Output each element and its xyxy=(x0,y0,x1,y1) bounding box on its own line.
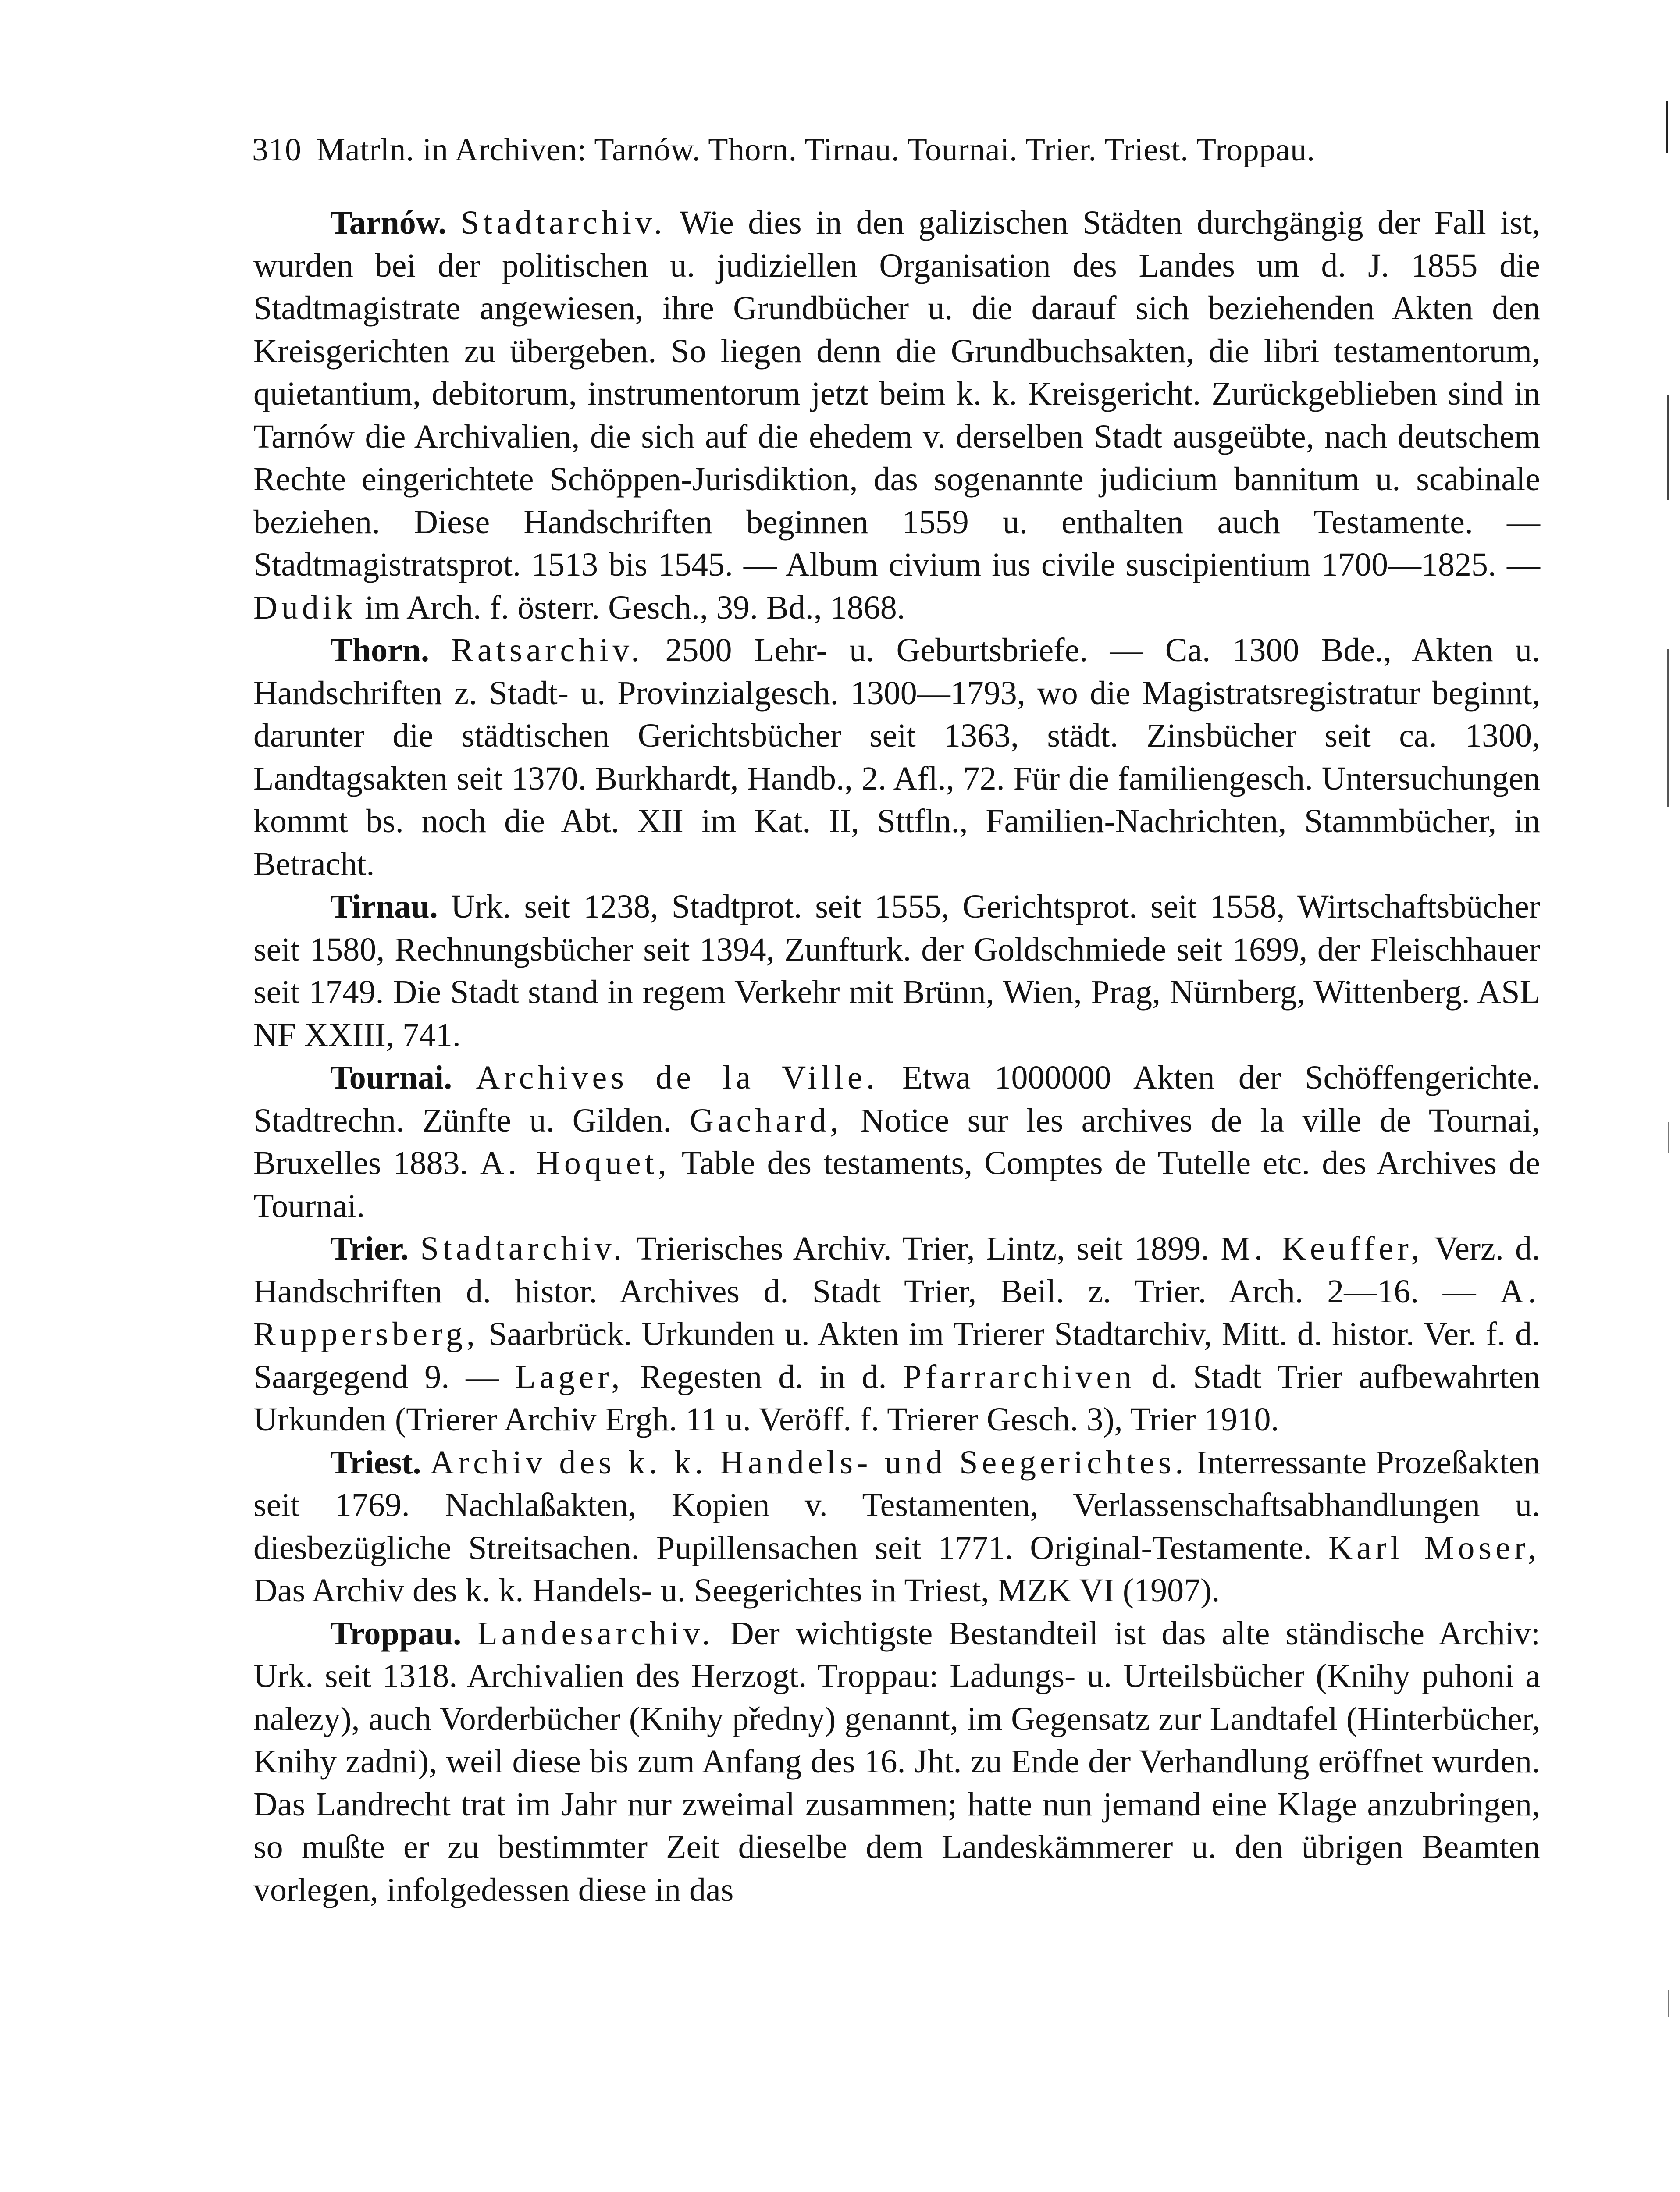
author-name: Karl Moser, xyxy=(1328,1529,1540,1566)
place-heading: Tournai. xyxy=(330,1059,452,1096)
entry-text: Etwa 1000000 Akten der Schöffengerichte. Stadtrechn. Zünfte u. Gilden. xyxy=(253,1059,1541,1139)
author-name: A. Ruppersberg, xyxy=(253,1273,1541,1352)
place-heading: Triest. xyxy=(330,1444,421,1481)
scan-edge-line xyxy=(1668,1122,1669,1153)
archive-name: Stadtarchiv. xyxy=(420,1230,626,1267)
entry-text: Verz. d. Handschriften d. histor. Archives d. Stadt Trier, Beil. z. Trier. Arch. 2—16. — xyxy=(253,1230,1541,1310)
archive-name: Stadtarchiv. xyxy=(460,204,666,241)
place-heading: Tirnau. xyxy=(330,888,438,925)
entry-tarnow xyxy=(253,202,1540,629)
entry-text: Wie dies in den galizischen Städten durchgängig der Fall ist, wurden bei der politischen u. judiziellen Organisation des Landes um d. J. 1855 die Stadtmagistrate angewiesen, ihre Grundbücher u. die darauf sich beziehenden Akten den Kreisgerichten zu übergeben. So liegen denn die Grundbuchsakten, die libri testamentorum, quietantium, debitorum, instrumentorum jetzt beim k. k. Kreisgericht. Zurückgeblieben sind in Tarnów die Archivalien, die sich auf die ehedem v. derselben Stadt ausgeübte, nach deutschem Rechte eingerichtete Schöppen-Jurisdiktion, das sogenannte judicium bannitum u. scabinale beziehen. Diese Handschriften beginnen 1559 u. enthalten auch Testamente. — Stadtmagistratsprot. 1513 bis 1545. — Album civium ius civile suscipientium 1700—1825. — xyxy=(253,204,1541,583)
body-text xyxy=(253,202,1540,1911)
author-name: Dudik xyxy=(253,589,356,626)
entry-text: Table des testaments, Comptes de Tutelle etc. des Archives de Tournai. xyxy=(253,1145,1540,1224)
archive-name: Archiv des k. k. Handels- und Seegerichtes. xyxy=(430,1444,1188,1481)
author-name: Gachard, xyxy=(689,1102,843,1139)
entry-tournai xyxy=(253,1057,1540,1228)
entry-text: Das Archiv des k. k. Handels- u. Seegerichtes in Triest, MZK VI (1907). xyxy=(253,1572,1220,1609)
entry-text: Notice sur les archives de la ville de Tournai, Bruxelles 1883. xyxy=(253,1102,1541,1181)
entry-troppau xyxy=(253,1612,1540,1912)
place-heading: Thorn. xyxy=(330,632,429,669)
scan-edge-line xyxy=(1667,649,1669,807)
scan-edge-line xyxy=(1668,1990,1669,2017)
archive-name: Archives de la Ville. xyxy=(476,1059,879,1096)
scan-edge-line xyxy=(1667,395,1669,500)
entry-text: im Arch. f. österr. Gesch., 39. Bd., 1868. xyxy=(365,589,905,626)
entry-text: Regesten d. in d. xyxy=(640,1358,887,1395)
archive-name: Ratsarchiv. xyxy=(451,632,644,669)
entry-text: Urk. seit 1238, Stadtprot. seit 1555, Gerichtsprot. seit 1558, Wirtschaftsbücher seit 1580, Rechnungsbücher seit 1394, Zunfturk. der Goldschmiede seit 1699, der Fleischhauer seit 1749. Die Stadt stand in regem Verkehr mit Brünn, Wien, Prag, Nürnberg, Wittenberg. ASL NF XXIII, 741. xyxy=(253,888,1540,1053)
place-heading: Trier. xyxy=(330,1230,409,1267)
entry-text: 2500 Lehr- u. Geburtsbriefe. — Ca. 1300 Bde., Akten u. Handschriften z. Stadt- u. Provinzialgesch. 1300—1793, wo die Magistratsregistratur beginnt, darunter die städtischen Gerichtsbücher seit 1363, städt. Zinsbücher seit ca. 1300, Landtagsakten seit 1370. Burkhardt, Handb., 2. Afl., 72. Für die familiengesch. Untersuchungen kommt bs. noch die Abt. XII im Kat. II, Sttfln., Familien-Nachrichten, Stammbücher, in Betracht. xyxy=(253,632,1541,882)
author-name: Lager, xyxy=(515,1358,624,1395)
place-heading: Tarnów. xyxy=(330,204,447,241)
entry-trier xyxy=(253,1228,1540,1441)
place-heading: Troppau. xyxy=(330,1615,462,1652)
author-name: M. Keuffer, xyxy=(1221,1230,1424,1267)
page-number: 310 xyxy=(252,132,302,168)
entry-text: Trierisches Archiv. Trier, Lintz, seit 1899. xyxy=(636,1230,1210,1267)
entry-text: Interressante Prozeßakten seit 1769. Nachlaßakten, Kopien v. Testamenten, Verlassenschaftsabhandlungen u. diesbezügliche Streitsachen. Pupillensachen seit 1771. Original-Testamente. xyxy=(253,1444,1541,1566)
entry-triest xyxy=(253,1441,1540,1612)
scan-edge-line xyxy=(1666,101,1668,153)
archive-name: Landesarchiv. xyxy=(477,1615,714,1652)
archive-name: Pfarrarchiven xyxy=(903,1358,1136,1395)
entry-text: Saarbrück. Urkunden u. Akten im Trierer Stadtarchiv, Mitt. d. histor. Ver. f. d. Saargegend 9. — xyxy=(253,1316,1541,1395)
author-name: A. Hoquet, xyxy=(480,1145,670,1181)
running-title: Matrln. in Archiven: Tarnów. Thorn. Tirnau. Tournai. Trier. Triest. Troppau. xyxy=(316,132,1315,168)
entry-thorn xyxy=(253,629,1540,886)
entry-tirnau xyxy=(253,886,1540,1057)
entry-text: d. Stadt Trier aufbewahrten Urkunden (Trierer Archiv Ergh. 11 u. Veröff. f. Trierer Gesch. 3), Trier 1910. xyxy=(253,1358,1541,1438)
entry-text: Der wichtigste Bestandteil ist das alte ständische Archiv: Urk. seit 1318. Archivalien des Herzogt. Troppau: Ladungs- u. Urteilsbücher (Knihy puhoni a nalezy), auch Vorderbücher (Knihy předny) genannt, im Gegensatz zur Landtafel (Hinterbücher, Knihy zadni), weil diese bis zum Anfang des 16. Jht. zu Ende der Verhandlung eröffnet wurden. Das Landrecht trat im Jahr nur zweimal zusammen; hatte nun jemand eine Klage anzubringen, so mußte er zu bestimmter Zeit dieselbe dem Landeskämmerer u. den übrigen Beamten vorlegen, infolgedessen diese in das xyxy=(253,1615,1541,1908)
running-header xyxy=(252,128,1510,172)
